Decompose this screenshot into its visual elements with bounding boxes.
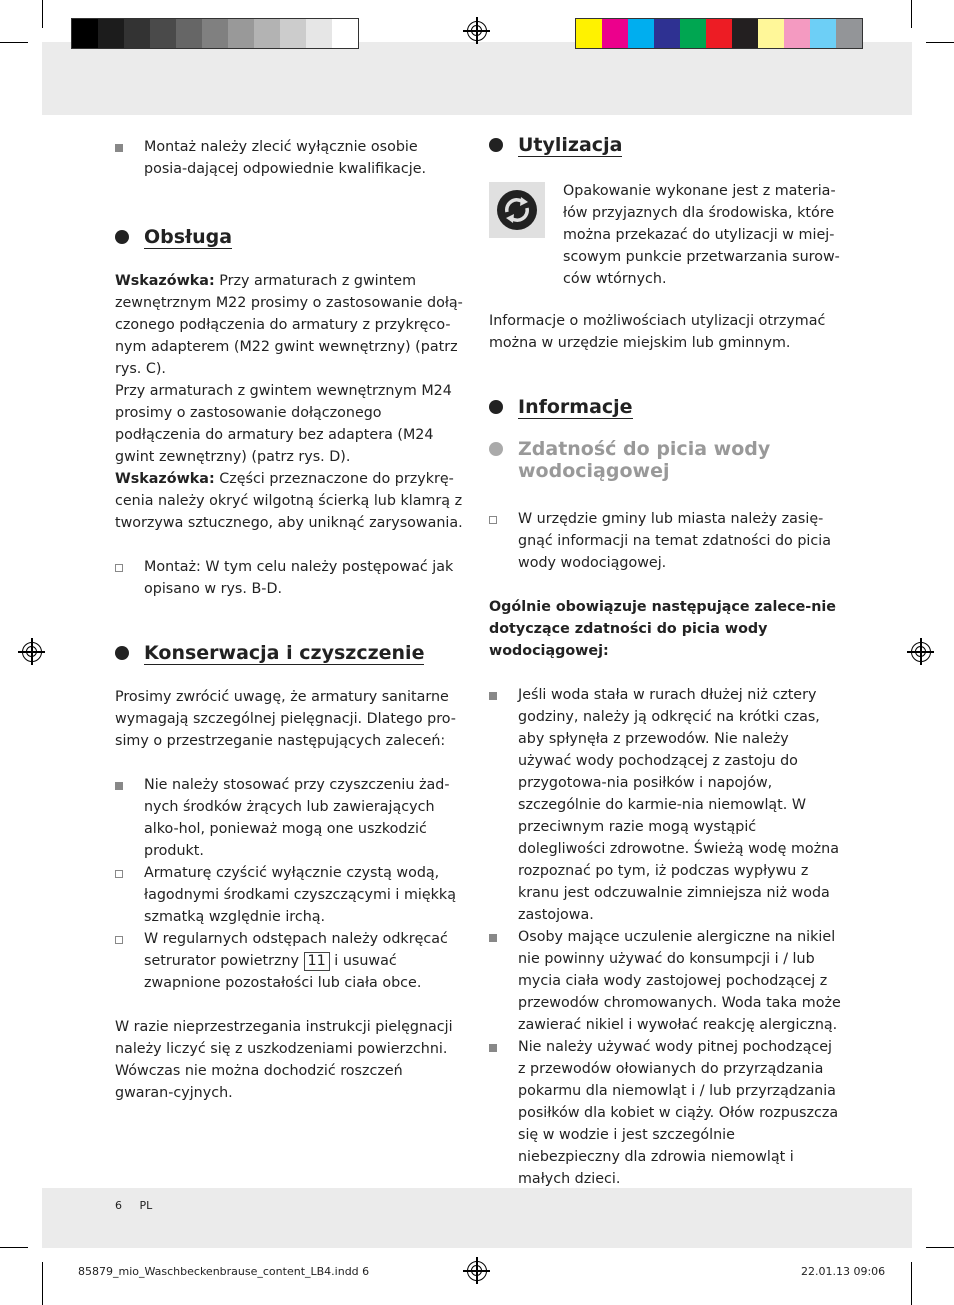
section-heading-konserwacja: Konserwacja i czyszczenie [115,640,465,666]
note-paragraph: Wskazówka: Przy armaturach z gwintem zewnętrznym M22 prosimy o zastosowanie dołą-czonego podłączenia do armatury z przykręco-nym adapterem (M22 gwint wewnętrzny) (patrz rys. C). [115,273,463,377]
list-item: Montaż należy zlecić wyłącznie osobie posia-dającej odpowiednie kwalifikacje. [115,136,465,180]
print-date: 22.01.13 09:06 [801,1265,886,1278]
bullet-icon [489,934,497,942]
color-swatch [254,19,280,48]
list-item: Jeśli woda stała w rurach dłużej niż cztery godziny, należy ją odkręcić na krótki czas, aby spłynęła z przewodów. Nie należy używać wody pochodzącej z zastoju do przygotowa-nia posiłków i napojów, szczególnie do karmie-nia niemowląt. W przeciwnym razie mogą wystąpić dolegliwości zdrowotne. Świeżą wodę można rozpoznać po tym, iż podczas wypływu z kranu jest odczuwalnie zimniejsza niż woda zastojowa. [489,684,841,926]
left-column [115,136,465,1104]
bullet-dot-icon [115,646,129,660]
color-swatch [654,19,680,48]
note-paragraph: Wskazówka: Części przeznaczone do przykrę-cenia należy okryć wilgotną ścierką lub klamrą z tworzywa sztucznego, aby uniknąć zarysowania. [115,471,463,531]
step-item: Montaż: W tym celu należy postępować jak opisano w rys. B-D. [115,556,465,600]
color-swatch [228,19,254,48]
crop-mark [0,42,28,43]
header-band [42,42,912,115]
color-swatch [176,19,202,48]
recycle-icon-graphic [489,182,545,238]
crop-mark [42,1262,43,1305]
crop-mark [911,0,912,28]
crop-mark [42,0,43,28]
paragraph: Prosimy zwrócić uwagę, że armatury sanitarne wymagają szczególnej pielęgnacji. Dlatego pro-simy o przestrzeganie następujących zaleceń: [115,689,456,749]
registration-mark-icon [467,21,487,41]
color-swatch [758,19,784,48]
checkbox-icon [489,516,497,524]
color-swatch [810,19,836,48]
color-swatch [628,19,654,48]
footer-band [42,1188,912,1248]
paragraph: Przy armaturach z gwintem wewnętrznym M24 prosimy o zastosowanie dołączonego podłączenia do armatury bez adaptera (M24 gwint zewnętrzny) (patrz rys. D). [115,383,452,465]
bullet-icon [489,1044,497,1052]
section-heading-utylizacja: Utylizacja [489,132,841,158]
bullet-dot-icon [489,442,503,456]
bullet-icon [115,782,123,790]
recycle-block: Opakowanie wykonane jest z materia-łów przyjaznych dla środowiska, które można przekazać do utylizacji w miej-scowym punkcie przetwarzania surow-ców wtórnych. [489,180,841,290]
bullet-dot-icon [115,230,129,244]
part-number-badge: 11 [304,952,330,971]
subheading-drinking-water: Zdatność do picia wody wodociągowej [489,438,818,482]
list-item: Nie należy stosować przy czyszczeniu żad-nych środków żrących lub zawierających alko-hol, ponieważ mogą one uszkodzić produkt. [115,774,465,862]
color-swatch [576,19,602,48]
bullet-icon [115,144,123,152]
paragraph: W razie nieprzestrzegania instrukcji pielęgnacji należy liczyć się z uszkodzeniami powierzchni. Wówczas nie można dochodzić roszczeń gwaran-cyjnych. [115,1019,453,1101]
color-swatch [784,19,810,48]
bullet-icon [489,692,497,700]
right-column [489,132,841,1190]
color-swatch [202,19,228,48]
page-number: 6 PL [115,1199,153,1212]
file-slug: 85879_mio_Waschbeckenbrause_content_LB4.indd 6 [78,1265,370,1278]
crop-mark [911,1262,912,1305]
checkbox-icon [115,564,123,572]
color-swatch [732,19,758,48]
section-heading-obsluga: Obsługa [115,224,465,250]
paragraph: Informacje o możliwościach utylizacji otrzymać można w urzędzie miejskim lub gminnym. [489,313,826,351]
crop-mark [0,1247,28,1248]
color-swatch [680,19,706,48]
section-heading-informacje: Informacje [489,394,841,420]
step-item: Armaturę czyścić wyłącznie czystą wodą, łagodnymi środkami czyszczącymi i miękką szmatką względnie irchą. [115,862,465,928]
bold-intro: Ogólnie obowiązuje następujące zalece-nie dotyczące zdatności do picia wody wodociągowej: [489,599,836,659]
color-swatch [124,19,150,48]
color-swatch [306,19,332,48]
crop-mark [926,42,954,43]
grayscale-color-bar [71,18,359,49]
color-swatch [602,19,628,48]
registration-mark-icon [911,642,931,662]
process-color-bar [575,18,863,49]
crop-mark [926,1247,954,1248]
checkbox-icon [115,870,123,878]
color-swatch [150,19,176,48]
bullet-dot-icon [489,138,503,152]
list-item: Osoby mające uczulenie alergiczne na nikiel nie powinny używać do konsumpcji i / lub mycia ciała wody zastojowej pochodzącej z przewodów chromowanych. Woda taka może zawierać nikiel i wywołać reakcję alergiczną. [489,926,841,1036]
recycle-icon [489,182,545,238]
color-swatch [836,19,862,48]
bullet-dot-icon [489,400,503,414]
step-item: W regularnych odstępach należy odkręcać setrurator powietrzny 11 i usuwać zwapnione pozostałości lub ciała obce. [115,928,465,994]
color-swatch [98,19,124,48]
color-swatch [706,19,732,48]
color-swatch [332,19,358,48]
step-item: W urzędzie gminy lub miasta należy zasię-gnąć informacji na temat zdatności do picia wody wodociągowej. [489,508,841,574]
registration-mark-icon [22,642,42,662]
color-swatch [72,19,98,48]
list-item: Nie należy używać wody pitnej pochodzącej z przewodów ołowianych do przyrządzania pokarmu dla niemowląt i / lub przyrządzania posiłków dla kobiet w ciąży. Ołów rozpuszcza się w wodzie i jest szczególnie niebezpieczny dla zdrowia niemowląt i małych dzieci. [489,1036,841,1190]
registration-mark-icon [467,1261,487,1281]
color-swatch [280,19,306,48]
checkbox-icon [115,936,123,944]
